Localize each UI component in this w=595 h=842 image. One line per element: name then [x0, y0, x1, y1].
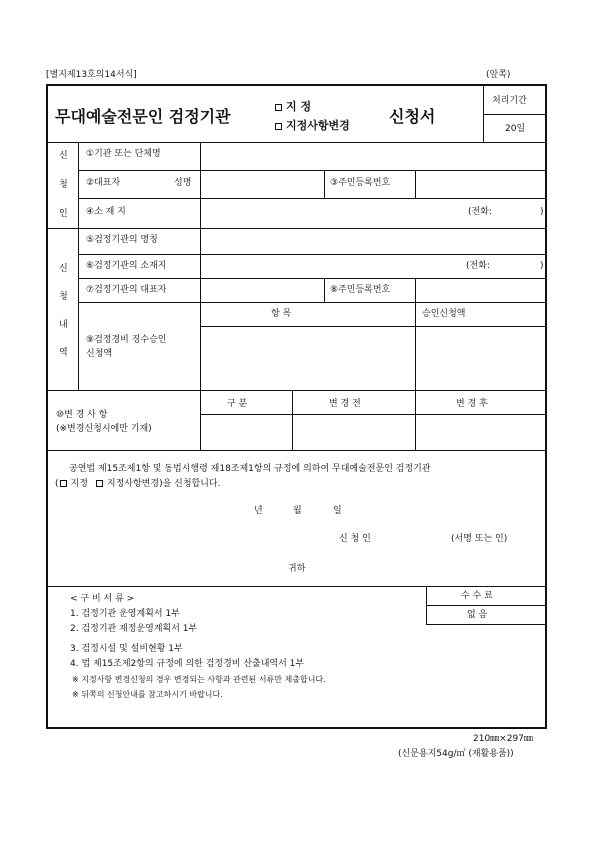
document-item: 3. 검정시설 및 설비현황 1부	[70, 644, 183, 654]
option-designation	[275, 98, 311, 114]
signature-label: (서명 또는 인)	[451, 534, 508, 544]
agency-phone-label: (전화:	[466, 261, 490, 271]
front-side-label: (앞쪽)	[486, 70, 511, 80]
form-title: 무대예술전문인 검정기관	[55, 107, 231, 126]
details-group-char-1: 신	[59, 264, 68, 274]
applicant-phone-close: )	[540, 207, 544, 217]
document-note: ※ 뒤쪽의 신청안내를 참고하시기 바랍니다.	[72, 690, 223, 699]
applicant-group-char-1: 신	[59, 151, 68, 161]
applicant-rrn-label: ③주민등록번호	[330, 178, 391, 188]
agency-rep-rrn-field[interactable]	[417, 280, 544, 300]
document-note: ※ 지정사항 변경신청의 경우 변경되는 사항과 관련된 서류만 제출합니다.	[72, 675, 326, 684]
change-category-field[interactable]	[202, 416, 290, 448]
processing-period-value: 20일	[505, 124, 526, 134]
org-name-label: ①기관 또는 단체명	[86, 149, 161, 159]
change-before-field[interactable]	[294, 416, 413, 448]
applicant-address-field[interactable]	[202, 200, 462, 226]
agency-name-field[interactable]	[202, 230, 545, 252]
org-name-field[interactable]	[202, 144, 545, 168]
documents-header: < 구 비 서 류 >	[70, 594, 135, 604]
statement-change-checkbox[interactable]	[96, 480, 103, 487]
agency-rep-rrn-label: ⑧주민등록번호	[330, 285, 391, 295]
change-before-header: 변 경 전	[329, 399, 361, 409]
applicant-rrn-field[interactable]	[417, 172, 544, 196]
change-label: 지정사항변경	[286, 119, 350, 132]
change-checkbox[interactable]	[275, 123, 282, 130]
form-reference: [별지제13호의14서식]	[46, 70, 137, 80]
applicant-address-label: ④소 재 지	[86, 207, 126, 217]
date-year: 년	[254, 506, 263, 516]
applicant-sign-label: 신 청 인	[339, 534, 371, 544]
fee-item-field[interactable]	[202, 328, 413, 388]
agency-phone-close: )	[540, 261, 544, 271]
fee-amount-header: 승인신청액	[422, 309, 466, 319]
change-items-label-2: (※변경신청시에만 기재)	[56, 424, 152, 434]
change-after-header: 변 경 후	[456, 399, 488, 409]
designation-label: 지 정	[286, 100, 312, 113]
representative-name-field[interactable]	[202, 172, 322, 196]
paper-spec: (신문용지54g/㎡ (재활용품))	[398, 749, 514, 759]
agency-name-label: ⑤검정기관의 명칭	[86, 235, 158, 245]
agency-address-label: ⑥검정기관의 소재지	[86, 261, 167, 271]
fee-approval-label-1: ⑨검정경비 징수승인	[86, 335, 167, 345]
agency-address-field[interactable]	[202, 256, 458, 278]
document-item: 4. 법 제15조제2항의 규정에 의한 검정경비 산출내역서 1부	[70, 659, 305, 669]
details-group-char-4: 역	[59, 348, 68, 358]
agency-representative-field[interactable]	[202, 280, 322, 300]
paper-size: 210㎜×297㎜	[473, 734, 533, 744]
applicant-group-char-3: 인	[59, 209, 68, 219]
applicant-group-char-2: 청	[59, 180, 68, 190]
designation-checkbox[interactable]	[275, 104, 282, 111]
date-day: 일	[333, 506, 342, 516]
change-items-label-1: ⑩변 경 사 항	[56, 410, 108, 420]
date-month: 월	[293, 506, 302, 516]
change-after-field[interactable]	[417, 416, 544, 448]
statement-designation-checkbox[interactable]	[60, 480, 67, 487]
change-category-header: 구 분	[227, 399, 248, 409]
representative-label: ②대표자	[86, 178, 121, 188]
fee-approval-label-2: 신청액	[86, 349, 113, 359]
addressee-label: 귀하	[288, 564, 306, 574]
details-group-char-2: 청	[59, 292, 68, 302]
form-title-suffix: 신청서	[389, 107, 436, 126]
document-item: 1. 검정기관 운영계획서 1부	[70, 609, 180, 619]
details-group-char-3: 내	[59, 320, 68, 330]
statement-line-1: 공연법 제15조제1항 및 동법시행령 제18조제1항의 규정에 의하여 무대예술전문인 검정기관	[69, 464, 431, 474]
processing-period-label: 처리기간	[492, 96, 527, 106]
fee-amount-field[interactable]	[417, 328, 544, 388]
representative-name-label: 성명	[174, 178, 192, 188]
document-item: 2. 검정기관 재정운영계획서 1부	[70, 624, 198, 634]
fee-label: 수 수 료	[461, 591, 493, 601]
option-change	[275, 117, 350, 133]
agency-representative-label: ⑦검정기관의 대표자	[86, 285, 167, 295]
applicant-phone-label: (전화:	[468, 207, 492, 217]
fee-item-header: 항 목	[271, 309, 292, 319]
fee-value: 없 음	[467, 610, 488, 620]
statement-line-2: ( 지정 지정사항변경)을 신청합니다.	[55, 479, 221, 489]
